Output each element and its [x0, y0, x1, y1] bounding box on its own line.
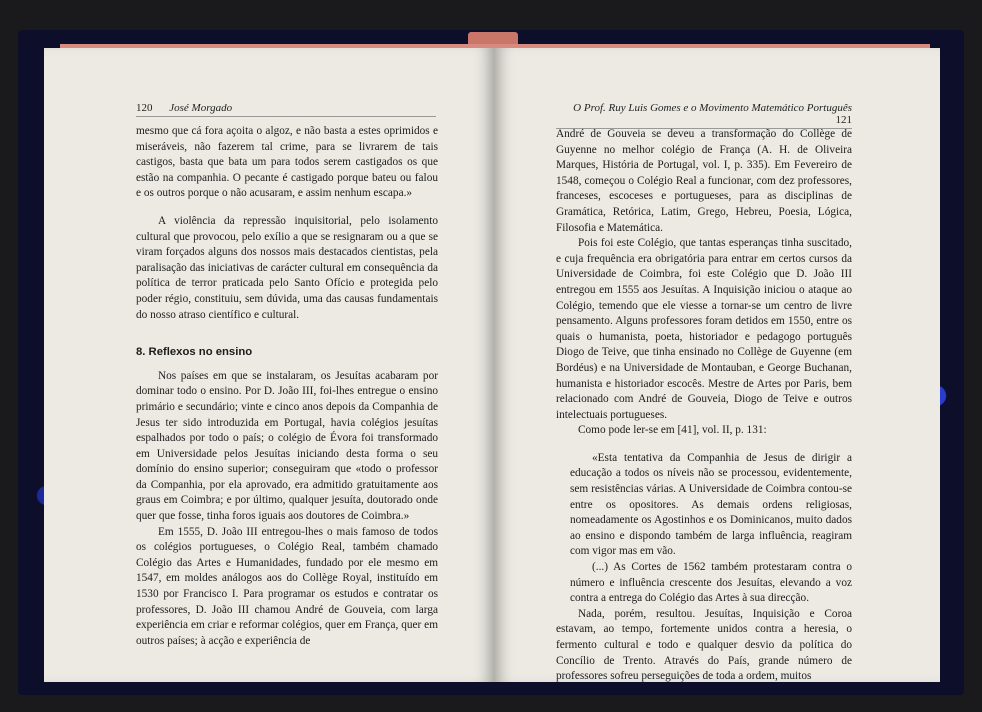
right-page-header: [556, 102, 852, 129]
paragraph: Em 1555, D. João III entregou-lhes o mais famoso de todos os colégios portugueses, o Colégio Real, também chamado Colégio das Artes e Humanidades, fundado por ele mesmo em 1547, em moldes análogos aos do Collège Royal, instituído em 1530 por Francisco I. Para programar os estudos e contratar os professores, D. João III chamou André de Gouveia, com larga experiência em criar e reformar colégios, quer em França, quer em outros países; à acção e experiência de: [136, 525, 438, 647]
quote-paragraph: «Esta tentativa da Companhia de Jesus de dirigir a educação a todos os níveis não se processou, evidentemente, sem resistências várias. A Universidade de Coimbra contou-se entre os opositores. As demais ordens religiosas, nomeadamente os Agostinhos e os Dominicanos, muito dados ao ensino e dispondo também de larga influência, reagiram com vigor mas em vão.: [570, 451, 852, 558]
left-running-title: José Morgado: [169, 102, 233, 114]
paragraph: mesmo que cá fora açoita o algoz, e não basta a estes oprimidos e miseráveis, não fazerem tal crime, para se livrarem de tais castigos, basta que bata um para todos serem castigados os que estão na companhia. O pecante é castigado porque bateu ou falou e os outros porque o não acusaram, e assim nenhum escapa.»: [136, 125, 438, 200]
section-heading: 8. Reflexos no ensino: [136, 346, 253, 359]
left-text-column: [136, 124, 438, 649]
left-page-header: [136, 102, 436, 117]
paragraph: A violência da repressão inquisitorial, pelo isolamento cultural que provocou, pelo exílio a que se resignaram ou a que se viram forçados alguns dos nossos mais destacados cientistas, pela paralisação das iniciativas de carácter cultural em consequência da política de terror praticada pelo Santo Ofício e protegida pelo poder régio, constituiu, sem dúvida, uma das causas fundamentais do nosso atraso científico e cultural.: [136, 214, 438, 321]
paragraph: Nos países em que se instalaram, os Jesuítas acabaram por dominar todo o ensino. Por D. João III, foi-lhes entregue o ensino primário e secundário; vinte e cinco anos depois da Companhia de Jesus ter sido introduzida em Portugal, havia colégios jesuítas espalhados por todo o país; o colégio de Évora foi transformado em Universidade pelos Jesuítas iniciando desta forma o seu domínio do ensino superior; conseguiram que «todo o professor da Companhia, por ela aprovado, era admitido gratuitamente aos graus em Coimbra; e por último, qualquer jesuíta, doutorado onde quer que fosse, tinha foros iguais aos doutores de Coimbra.»: [136, 369, 438, 523]
quote-paragraph: (...) As Cortes de 1562 também protestaram contra o número e influência crescente dos Jesuítas, elevando a voz contra a entrega do Colégio das Artes à sua direcção.: [570, 561, 852, 605]
paragraph: Como pode ler-se em [41], vol. II, p. 131:: [578, 424, 767, 437]
right-page-number: 121: [835, 114, 852, 126]
right-text-column: [556, 127, 852, 685]
left-page-number: 120: [136, 102, 153, 114]
right-running-title: O Prof. Ruy Luis Gomes e o Movimento Matemático Português: [573, 102, 852, 114]
paragraph: Nada, porém, resultou. Jesuítas, Inquisição e Coroa estavam, ao tempo, fortemente unidos contra a heresia, o fermento cultural e todo e qualquer desvio da política do Concílio de Trento. Através do País, grande número de professores sofreu perseguições de toda a ordem, muitos: [556, 607, 852, 683]
paragraph: André de Gouveia se deveu a transformação do Collège de Guyenne no melhor colégio de França (A. H. de Oliveira Marques, História de Portugal, vol. I, p. 335). Em Fevereiro de 1548, começou o Colégio Real a funcionar, com dez professores, franceses, escoceses e portugueses, para as disciplinas de Gramática, Retórica, Latim, Grego, Hebreu, Poesia, Lógica, Filosofia e Matemática.: [556, 128, 852, 234]
paragraph: Pois foi este Colégio, que tantas esperanças tinha suscitado, e cuja frequência era obrigatória para entrar em certos cursos da Universidade de Coimbra, foi este Colégio que D. João III entregou em 1555 aos Jesuítas. A Inquisição iniciou o ataque ao Colégio, temendo que ele viesse a tornar-se um centro de livre pensamento. Alguns professores foram detidos em 1550, entre os quais o humanista, poeta, historiador e pedagogo português Diogo de Teive, que tinha ensinado no Collège de Guyenne (em Bordéus) e na Universidade de Montauban, e George Buchanan, humanista e historiador escocês. Mestre de Artes por Paris, bem relacionado com André de Gouveia, Diogo de Teive e outros intelectuais portugueses.: [556, 237, 852, 421]
